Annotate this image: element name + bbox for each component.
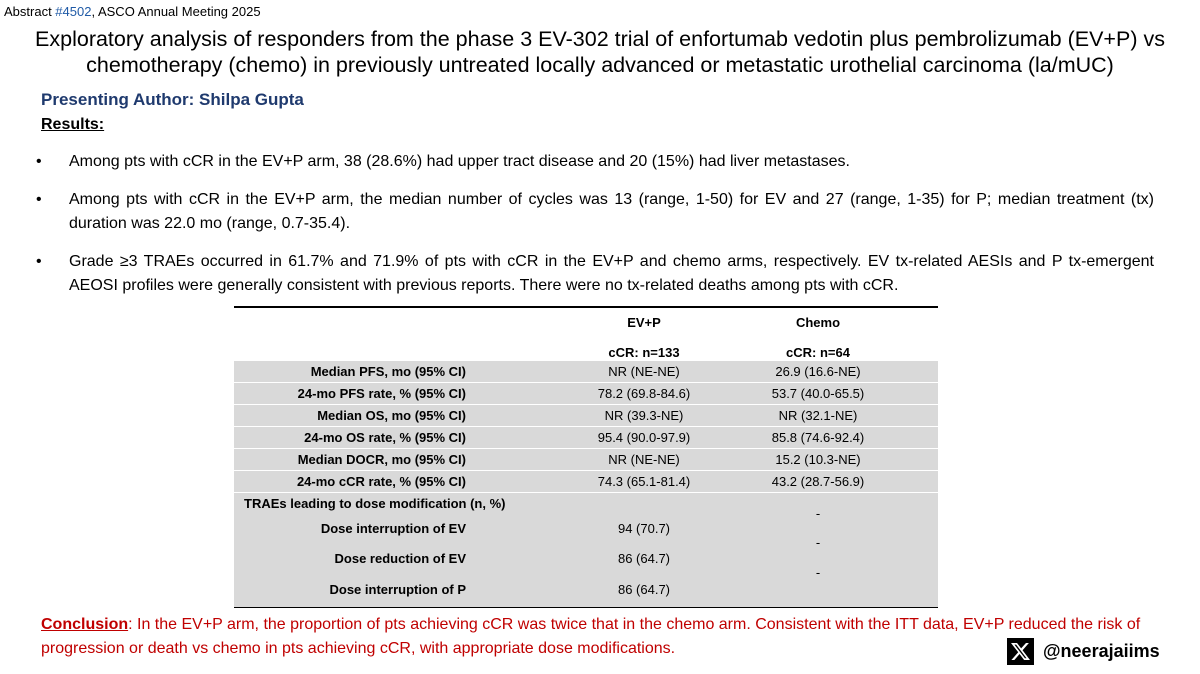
ev-p-value: 95.4 (90.0-97.9) [597, 430, 691, 445]
table-row [234, 383, 938, 405]
ev-p-value: NR (NE-NE) [608, 364, 680, 379]
social-handle[interactable] [1007, 637, 1160, 665]
bullet-text: Among pts with cCR in the EV+P arm, the median number of cycles was 13 (range, 1-50) for EV and 27 (range, 1-35) for P; median treatment (tx) duration was 22.0 mo (range, 0.7-35.4). [69, 191, 1154, 232]
bullet-dot: • [36, 191, 42, 208]
arm-ev-p-n: cCR: n=133 [608, 345, 680, 360]
chemo-value: 43.2 (28.7-56.9) [771, 474, 865, 489]
trae-block [234, 493, 938, 608]
row-label: 24-mo OS rate, % (95% CI) [304, 430, 466, 445]
row-label: Median DOCR, mo (95% CI) [297, 452, 466, 467]
chemo-value: 53.7 (40.0-65.5) [771, 386, 865, 401]
bullet-text: Among pts with cCR in the EV+P arm, 38 (28.6%) had upper tract disease and 20 (15%) had liver metastases. [69, 153, 850, 170]
table-header [234, 308, 938, 361]
bullet-dot: • [36, 153, 42, 170]
table-row [234, 405, 938, 427]
trae-chemo-value: - [815, 565, 821, 580]
ev-p-value: NR (NE-NE) [608, 452, 680, 467]
arm-ev-p-header: EV+P [627, 315, 661, 330]
trae-row-label: Dose reduction of EV [334, 551, 466, 566]
x-logo-icon [1007, 638, 1034, 665]
results-bullets [36, 150, 1154, 312]
conclusion-label: Conclusion [41, 616, 129, 633]
bullet-dot: • [36, 253, 42, 270]
row-label: 24-mo PFS rate, % (95% CI) [297, 386, 466, 401]
abstract-suffix: , ASCO Annual Meeting 2025 [91, 4, 261, 19]
table-row [234, 449, 938, 471]
trae-row-label: Dose interruption of P [329, 582, 466, 597]
arm-chemo-header: Chemo [795, 315, 841, 330]
trae-ev-p-value: 86 (64.7) [617, 551, 671, 566]
conclusion [41, 613, 1166, 661]
results-table [234, 306, 938, 608]
table-row [234, 427, 938, 449]
ev-p-value: 74.3 (65.1-81.4) [597, 474, 691, 489]
trae-chemo-value: - [815, 506, 821, 521]
chemo-value: 26.9 (16.6-NE) [775, 364, 861, 379]
arm-chemo-n: cCR: n=64 [786, 345, 850, 360]
bullet-text: Grade ≥3 TRAEs occurred in 61.7% and 71.9% of pts with cCR in the EV+P and chemo arms, respectively. EV tx-related AESIs and P tx-emergent AEOSI profiles were generally consistent with previous reports. There were no tx-related deaths among pts with cCR. [69, 253, 1154, 294]
table-row [234, 471, 938, 493]
row-label: 24-mo cCR rate, % (95% CI) [296, 474, 466, 489]
handle-text[interactable]: @neerajaiims [1043, 640, 1160, 661]
conclusion-text: : In the EV+P arm, the proportion of pts achieving cCR was twice that in the chemo arm. Consistent with the ITT data, EV+P reduced the risk of progression or death vs chemo in pts achieving cCR, with appropriate dose modifications. [41, 616, 1141, 657]
bullet-item [36, 250, 1154, 298]
page-title: Exploratory analysis of responders from the phase 3 EV-302 trial of enfortumab vedotin plus pembrolizumab (EV+P) vs chemotherapy (chemo) in previously untreated locally advanced or metastatic urothelial carcinoma (la/mUC) [35, 27, 1165, 77]
results-heading: Results: [41, 116, 105, 133]
ev-p-value: NR (39.3-NE) [604, 408, 684, 423]
chemo-value: 15.2 (10.3-NE) [775, 452, 861, 467]
abstract-line [4, 4, 261, 19]
trae-title: TRAEs leading to dose modification (n, %) [244, 496, 506, 511]
presenting-author: Presenting Author: Shilpa Gupta [41, 90, 304, 109]
bullet-item [36, 150, 1154, 174]
chemo-value: NR (32.1-NE) [778, 408, 858, 423]
row-label: Median OS, mo (95% CI) [317, 408, 466, 423]
trae-row-label: Dose interruption of EV [320, 521, 466, 536]
trae-ev-p-value: 94 (70.7) [617, 521, 671, 536]
row-label: Median PFS, mo (95% CI) [310, 364, 466, 379]
bullet-item [36, 188, 1154, 236]
trae-ev-p-value: 86 (64.7) [617, 582, 671, 597]
abstract-number: #4502 [55, 4, 92, 19]
trae-chemo-value: - [815, 535, 821, 550]
chemo-value: 85.8 (74.6-92.4) [771, 430, 865, 445]
table-row [234, 361, 938, 383]
ev-p-value: 78.2 (69.8-84.6) [597, 386, 691, 401]
abstract-prefix: Abstract [4, 4, 56, 19]
